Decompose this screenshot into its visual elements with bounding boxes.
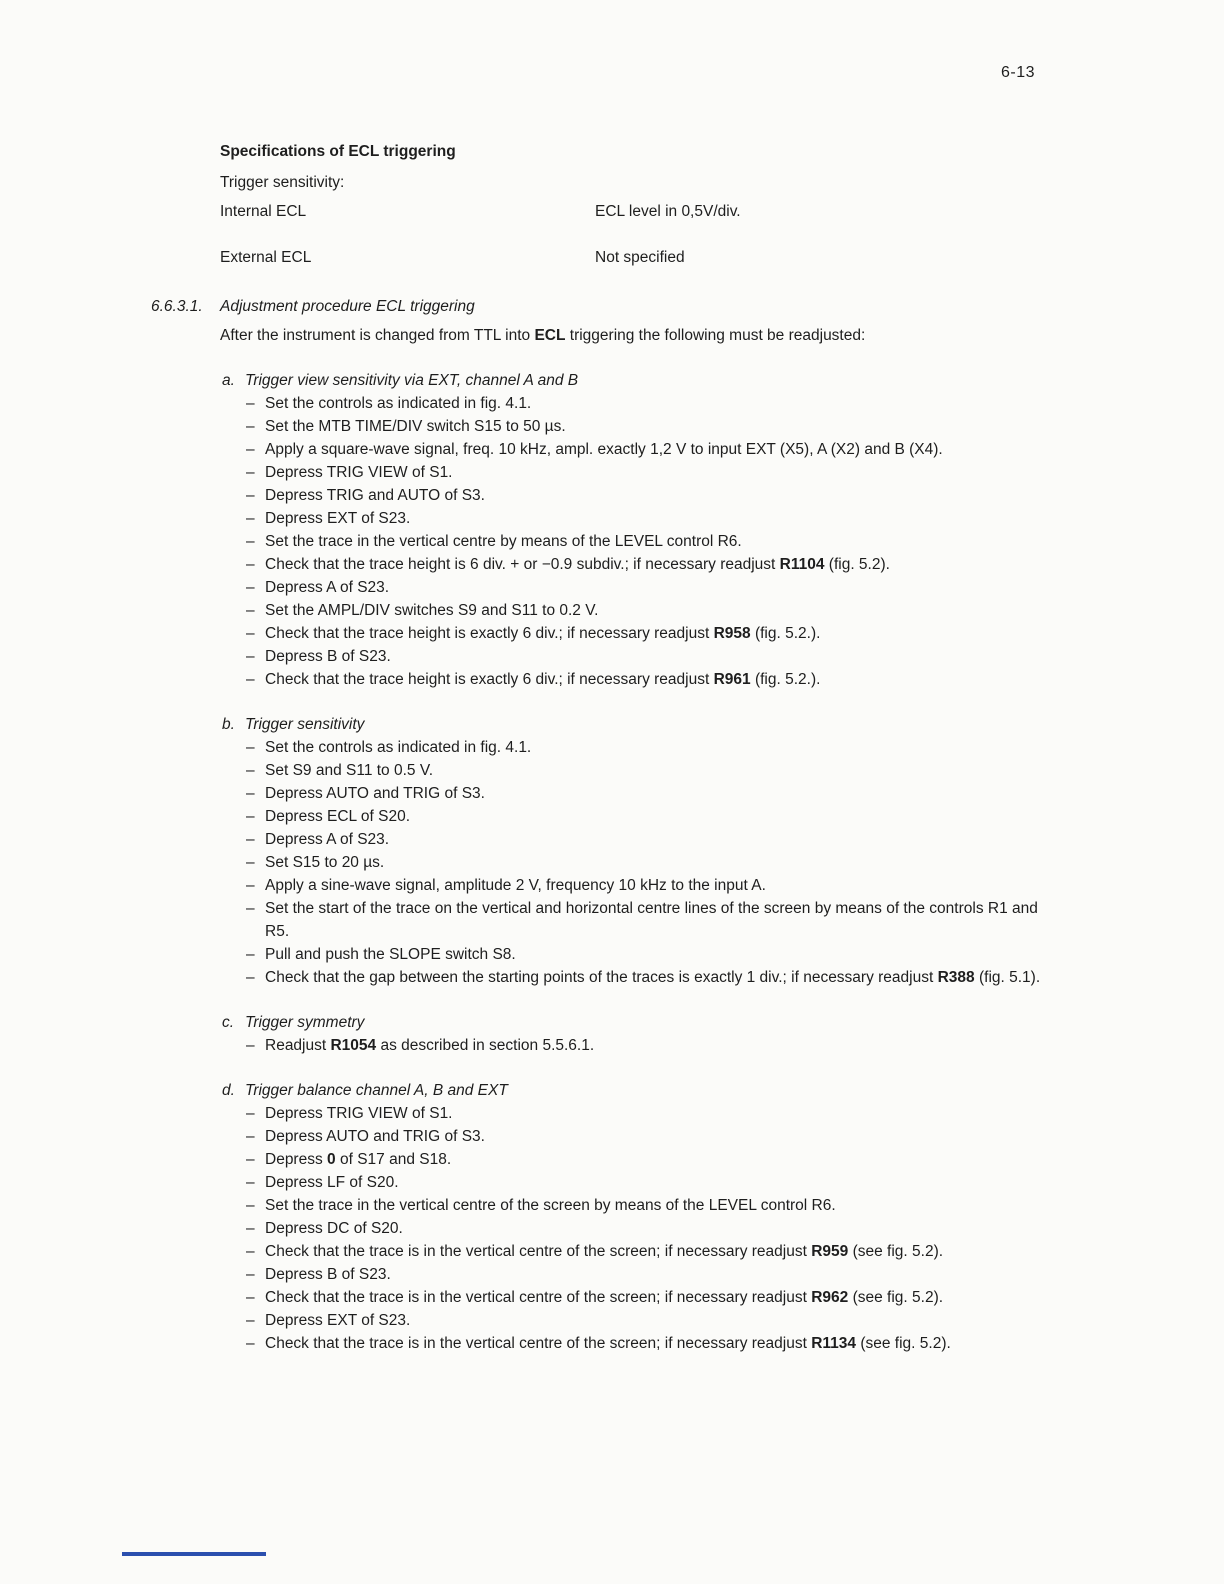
list-dash-icon: – bbox=[246, 1312, 255, 1329]
list-dash-icon: – bbox=[246, 579, 255, 596]
list-item-text: Set the AMPL/DIV switches S9 and S11 to 0.2 V. bbox=[265, 602, 599, 619]
list-item bbox=[246, 415, 1164, 438]
list-dash-icon: – bbox=[246, 464, 255, 481]
subsection-a bbox=[220, 369, 1164, 691]
list-item-text: Apply a square-wave signal, freq. 10 kHz, ampl. exactly 1,2 V to input EXT (X5), A (X2) and B (X4). bbox=[265, 441, 943, 458]
subsection-letter: a. bbox=[222, 372, 235, 389]
list-item bbox=[246, 1263, 1164, 1286]
list-item bbox=[246, 461, 1164, 484]
list-item-text: Depress B of S23. bbox=[265, 648, 391, 665]
subsection-a-heading bbox=[222, 369, 1164, 392]
list-item bbox=[246, 1240, 1164, 1263]
list-item bbox=[246, 943, 1164, 966]
list-item-text: Readjust R1054 as described in section 5.5.6.1. bbox=[265, 1037, 595, 1054]
list-item-text: Depress TRIG and AUTO of S3. bbox=[265, 487, 485, 504]
list-item bbox=[246, 599, 1164, 622]
list-item-text: Depress TRIG VIEW of S1. bbox=[265, 464, 453, 481]
list-dash-icon: – bbox=[246, 854, 255, 871]
list-item bbox=[246, 484, 1164, 507]
list-item bbox=[246, 1309, 1164, 1332]
list-item bbox=[246, 438, 1164, 461]
subsection-title: Trigger symmetry bbox=[245, 1014, 365, 1031]
list-dash-icon: – bbox=[246, 1220, 255, 1237]
list-item bbox=[246, 897, 1164, 943]
list-item bbox=[246, 668, 1164, 691]
list-item bbox=[246, 782, 1164, 805]
list-dash-icon: – bbox=[246, 1174, 255, 1191]
list-item-text: Depress ECL of S20. bbox=[265, 808, 411, 825]
list-item bbox=[246, 645, 1164, 668]
list-item-text: Depress A of S23. bbox=[265, 579, 390, 596]
list-dash-icon: – bbox=[246, 969, 255, 986]
list-item-text: Set the controls as indicated in fig. 4.1. bbox=[265, 739, 532, 756]
list-item bbox=[246, 576, 1164, 599]
spec-value: ECL level in 0,5V/div. bbox=[595, 203, 741, 220]
list-item-text: Depress DC of S20. bbox=[265, 1220, 403, 1237]
list-item-text: Check that the gap between the starting points of the traces is exactly 1 div.; if necessary readjust R388 (fig. 5.1). bbox=[265, 969, 1041, 986]
list-item bbox=[246, 1332, 1164, 1355]
list-dash-icon: – bbox=[246, 533, 255, 550]
list-item bbox=[246, 805, 1164, 828]
list-item bbox=[246, 828, 1164, 851]
subsection-title: Trigger view sensitivity via EXT, channel A and B bbox=[245, 372, 579, 389]
spec-row-internal-ecl bbox=[220, 200, 1164, 223]
list-dash-icon: – bbox=[246, 900, 255, 917]
list-item bbox=[246, 1125, 1164, 1148]
list-dash-icon: – bbox=[246, 831, 255, 848]
list-item-text: Set S9 and S11 to 0.5 V. bbox=[265, 762, 434, 779]
list-item-text: Depress EXT of S23. bbox=[265, 510, 411, 527]
subsection-title: Trigger sensitivity bbox=[245, 716, 365, 733]
spec-row-external-ecl bbox=[220, 246, 1164, 269]
list-dash-icon: – bbox=[246, 1105, 255, 1122]
list-item-text: Depress A of S23. bbox=[265, 831, 390, 848]
list-item bbox=[246, 1102, 1164, 1125]
list-item-text: Depress EXT of S23. bbox=[265, 1312, 411, 1329]
list-item bbox=[246, 507, 1164, 530]
list-dash-icon: – bbox=[246, 946, 255, 963]
list-dash-icon: – bbox=[246, 671, 255, 688]
list-item-text: Check that the trace height is exactly 6 div.; if necessary readjust R958 (fig. 5.2.). bbox=[265, 625, 821, 642]
list-dash-icon: – bbox=[246, 1037, 255, 1054]
list-dash-icon: – bbox=[246, 441, 255, 458]
list-item-text: Set the trace in the vertical centre of the screen by means of the LEVEL control R6. bbox=[265, 1197, 836, 1214]
list-dash-icon: – bbox=[246, 1289, 255, 1306]
list-dash-icon: – bbox=[246, 762, 255, 779]
list-item bbox=[246, 622, 1164, 645]
list-item bbox=[246, 874, 1164, 897]
list-item-text: Set the start of the trace on the vertical and horizontal centre lines of the screen by means of the controls R1 and R5. bbox=[265, 900, 1038, 940]
list-item-text: Set the trace in the vertical centre by means of the LEVEL control R6. bbox=[265, 533, 742, 550]
spec-label: Internal ECL bbox=[220, 203, 307, 220]
spec-value: Not specified bbox=[595, 249, 685, 266]
section-title: Adjustment procedure ECL triggering bbox=[220, 298, 475, 315]
subsection-d bbox=[220, 1079, 1164, 1355]
list-item-text: Check that the trace height is 6 div. + or −0.9 subdiv.; if necessary readjust R1104 (fig. 5.2). bbox=[265, 556, 890, 573]
list-dash-icon: – bbox=[246, 1151, 255, 1168]
list-item-text: Check that the trace height is exactly 6 div.; if necessary readjust R961 (fig. 5.2.). bbox=[265, 671, 821, 688]
list-item bbox=[246, 966, 1164, 989]
list-item-text: Set the controls as indicated in fig. 4.1. bbox=[265, 395, 532, 412]
list-item bbox=[246, 1217, 1164, 1240]
list-item-text: Depress AUTO and TRIG of S3. bbox=[265, 785, 485, 802]
specifications-heading: Specifications of ECL triggering bbox=[220, 143, 456, 160]
list-item-text: Pull and push the SLOPE switch S8. bbox=[265, 946, 516, 963]
list-item-text: Depress LF of S20. bbox=[265, 1174, 399, 1191]
list-dash-icon: – bbox=[246, 1128, 255, 1145]
list-item bbox=[246, 759, 1164, 782]
list-item bbox=[246, 736, 1164, 759]
list-dash-icon: – bbox=[246, 602, 255, 619]
list-item bbox=[246, 1034, 1164, 1057]
list-item-text: Depress 0 of S17 and S18. bbox=[265, 1151, 452, 1168]
list-item-text: Check that the trace is in the vertical centre of the screen; if necessary readjust R1134 (see fig. 5.2). bbox=[265, 1335, 951, 1352]
list-item bbox=[246, 851, 1164, 874]
list-dash-icon: – bbox=[246, 487, 255, 504]
subsection-b bbox=[220, 713, 1164, 989]
subsection-title: Trigger balance channel A, B and EXT bbox=[245, 1082, 508, 1099]
list-item-text: Set the MTB TIME/DIV switch S15 to 50 µs. bbox=[265, 418, 566, 435]
list-item-text: Depress AUTO and TRIG of S3. bbox=[265, 1128, 485, 1145]
subsection-letter: b. bbox=[222, 716, 235, 733]
list-item bbox=[246, 392, 1164, 415]
page-number: 6-13 bbox=[1001, 64, 1036, 81]
list-dash-icon: – bbox=[246, 625, 255, 642]
list-item-text: Depress TRIG VIEW of S1. bbox=[265, 1105, 453, 1122]
section-number: 6.6.3.1. bbox=[151, 298, 203, 315]
list-dash-icon: – bbox=[246, 556, 255, 573]
section-heading bbox=[151, 295, 1164, 318]
subsection-letter: c. bbox=[222, 1014, 235, 1031]
list-item bbox=[246, 530, 1164, 553]
list-dash-icon: – bbox=[246, 510, 255, 527]
list-dash-icon: – bbox=[246, 877, 255, 894]
subsection-c-heading bbox=[222, 1011, 1164, 1034]
list-dash-icon: – bbox=[246, 395, 255, 412]
list-item-text: Check that the trace is in the vertical centre of the screen; if necessary readjust R962 (see fig. 5.2). bbox=[265, 1289, 944, 1306]
list-dash-icon: – bbox=[246, 739, 255, 756]
list-item bbox=[246, 1286, 1164, 1309]
list-item bbox=[246, 1148, 1164, 1171]
footer-mark bbox=[122, 1552, 266, 1556]
list-dash-icon: – bbox=[246, 648, 255, 665]
list-dash-icon: – bbox=[246, 1266, 255, 1283]
subsection-c bbox=[220, 1011, 1164, 1057]
spec-label: External ECL bbox=[220, 249, 312, 266]
list-dash-icon: – bbox=[246, 808, 255, 825]
subsection-b-heading bbox=[222, 713, 1164, 736]
list-dash-icon: – bbox=[246, 1197, 255, 1214]
subsection-letter: d. bbox=[222, 1082, 235, 1099]
list-item-text: Apply a sine-wave signal, amplitude 2 V, frequency 10 kHz to the input A. bbox=[265, 877, 766, 894]
list-item bbox=[246, 1194, 1164, 1217]
list-dash-icon: – bbox=[246, 1243, 255, 1260]
list-dash-icon: – bbox=[246, 1335, 255, 1352]
list-dash-icon: – bbox=[246, 418, 255, 435]
list-item bbox=[246, 553, 1164, 576]
subsection-d-heading bbox=[222, 1079, 1164, 1102]
list-item bbox=[246, 1171, 1164, 1194]
section-intro: After the instrument is changed from TTL into ECL triggering the following must be readjusted: bbox=[220, 327, 866, 344]
page-content bbox=[151, 140, 1164, 1355]
trigger-sensitivity-label: Trigger sensitivity: bbox=[220, 174, 345, 191]
list-item-text: Set S15 to 20 µs. bbox=[265, 854, 385, 871]
list-item-text: Check that the trace is in the vertical centre of the screen; if necessary readjust R959 (see fig. 5.2). bbox=[265, 1243, 944, 1260]
list-item-text: Depress B of S23. bbox=[265, 1266, 391, 1283]
list-dash-icon: – bbox=[246, 785, 255, 802]
